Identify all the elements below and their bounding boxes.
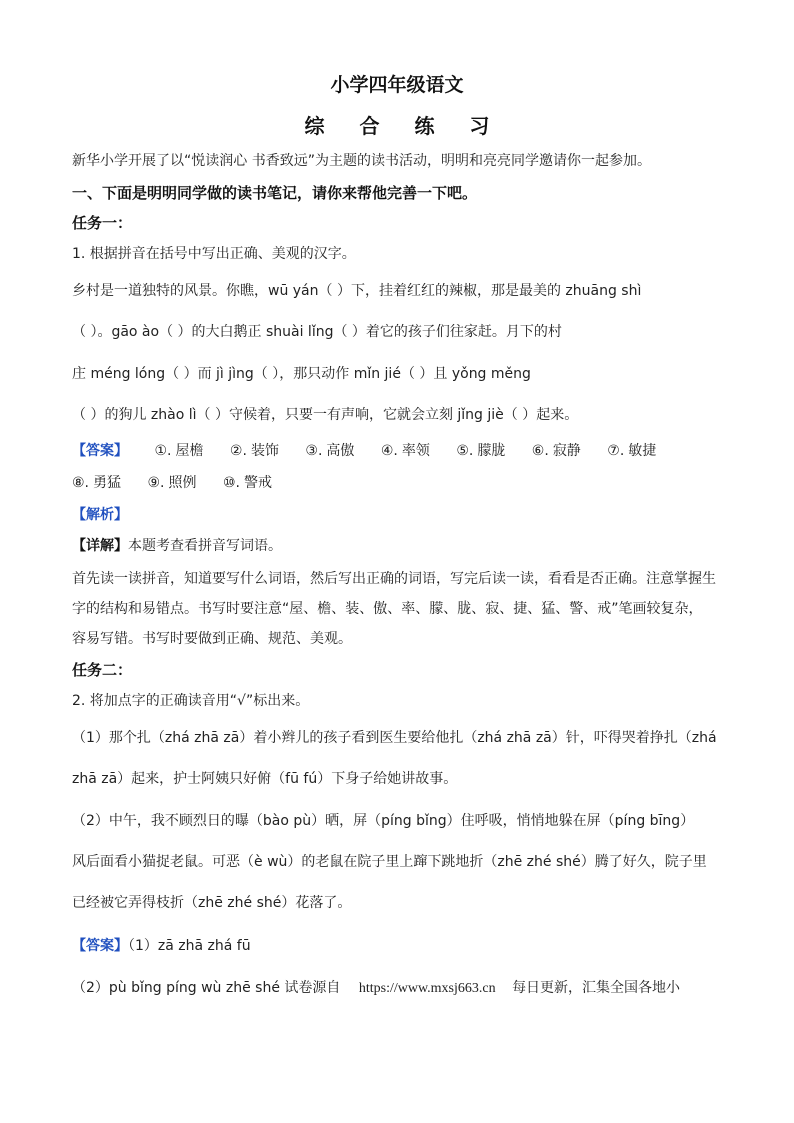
detail-text: 本题考查看拼音写词语。	[128, 538, 282, 554]
answer2-line-1	[72, 936, 732, 956]
explanation-line-1: 首先读一读拼音，知道要写什么词语，然后写出正确的词语，写完后读一读，看看是否正确。注意掌握生	[72, 571, 716, 587]
page-subtitle: 综 合 练 习	[304, 114, 504, 138]
answer-item: ①. 屋檐	[154, 443, 204, 459]
answer-item: ⑧. 勇猛	[72, 475, 122, 491]
question-1: 1. 根据拼音在括号中写出正确、美观的汉字。	[72, 246, 356, 262]
passage2-line-5: 已经被它弄得枝折（zhē zhé shé）花落了。	[72, 895, 352, 911]
answer-item: ⑤. 朦胧	[456, 443, 506, 459]
passage2-line-3: （2）中午，我不顾烈日的曝（bào pù）晒，屏（píng bǐng）住呼吸，悄悄地躲在屏（píng bīng）	[72, 813, 695, 829]
answer-item: ④. 率领	[380, 443, 430, 459]
question-2: 2. 将加点字的正确读音用“√”标出来。	[72, 693, 310, 709]
analysis-label: 【解析】	[72, 507, 128, 523]
detail-line	[72, 536, 732, 556]
answer2-part-2: （2）pù bǐng píng wù zhē shé	[72, 980, 280, 996]
answer-row-2	[72, 473, 732, 493]
section1-heading: 一、下面是明明同学做的读书笔记，请你来帮他完善一下吧。	[72, 184, 478, 202]
answer-item: ②. 装饰	[229, 443, 279, 459]
passage1-line-3: 庄 méng lóng（ ）而 jì jìng（ ），那只动作 mǐn jié（ ）且 yǒng měng	[72, 366, 531, 382]
answer-item: ⑩. 警戒	[222, 475, 272, 491]
source-url[interactable]: https://www.mxsj663.cn	[358, 981, 496, 996]
passage1-line-1: 乡村是一道独特的风景。你瞧，wū yán（ ）下，挂着红红的辣椒，那是最美的 zhuāng shì	[72, 283, 642, 299]
source-text: 试卷源自	[284, 980, 341, 996]
explanation-line-2: 字的结构和易错点。书写时要注意“屋、檐、装、傲、率、朦、胧、寂、捷、猛、警、戒”笔画较复杂，	[72, 601, 703, 617]
passage1-line-2: （ ）。gāo ào（ ）的大白鹅正 shuài lǐng（ ）着它的孩子们往家赶。月下的村	[72, 324, 562, 340]
intro-text: 新华小学开展了以“悦读润心 书香致远”为主题的读书活动，明明和亮亮同学邀请你一起参加。	[72, 153, 651, 169]
answer-row-1	[72, 441, 732, 461]
passage2-line-1: （1）那个扎（zhá zhā zā）着小辫儿的孩子看到医生要给他扎（zhá zhā zā）针，吓得哭着挣扎（zhá	[72, 730, 717, 746]
answer-item: ⑨. 照例	[147, 475, 197, 491]
passage2-line-2: zhā zā）起来，护士阿姨只好俯（fū fú）下身子给她讲故事。	[72, 771, 458, 787]
answer-label: 【答案】	[72, 443, 128, 459]
answer-item: ③. 高傲	[305, 443, 355, 459]
answer2-line-2	[72, 978, 732, 999]
passage2-line-4: 风后面看小猫捉老鼠。可恶（è wù）的老鼠在院子里上蹿下跳地折（zhē zhé shé）腾了好久，院子里	[72, 854, 707, 870]
answer2-label: 【答案】	[72, 938, 128, 954]
answer-item: ⑦. 敏捷	[607, 443, 657, 459]
answer-item: ⑥. 寂静	[531, 443, 581, 459]
source-tail: 每日更新，汇集全国各地小	[512, 980, 681, 996]
task1-heading: 任务一：	[72, 214, 133, 232]
detail-label: 【详解】	[72, 538, 128, 554]
explanation-line-3: 容易写错。书写时要做到正确、规范、美观。	[72, 631, 352, 647]
task2-heading: 任务二：	[72, 661, 133, 679]
page-title: 小学四年级语文	[330, 74, 464, 96]
answer2-part-1: （1）zā zhā zhá fū	[128, 938, 251, 954]
passage1-line-4: （ ）的狗儿 zhào lì（ ）守候着，只要一有声响，它就会立刻 jǐng jiè（ ）起来。	[72, 407, 579, 423]
